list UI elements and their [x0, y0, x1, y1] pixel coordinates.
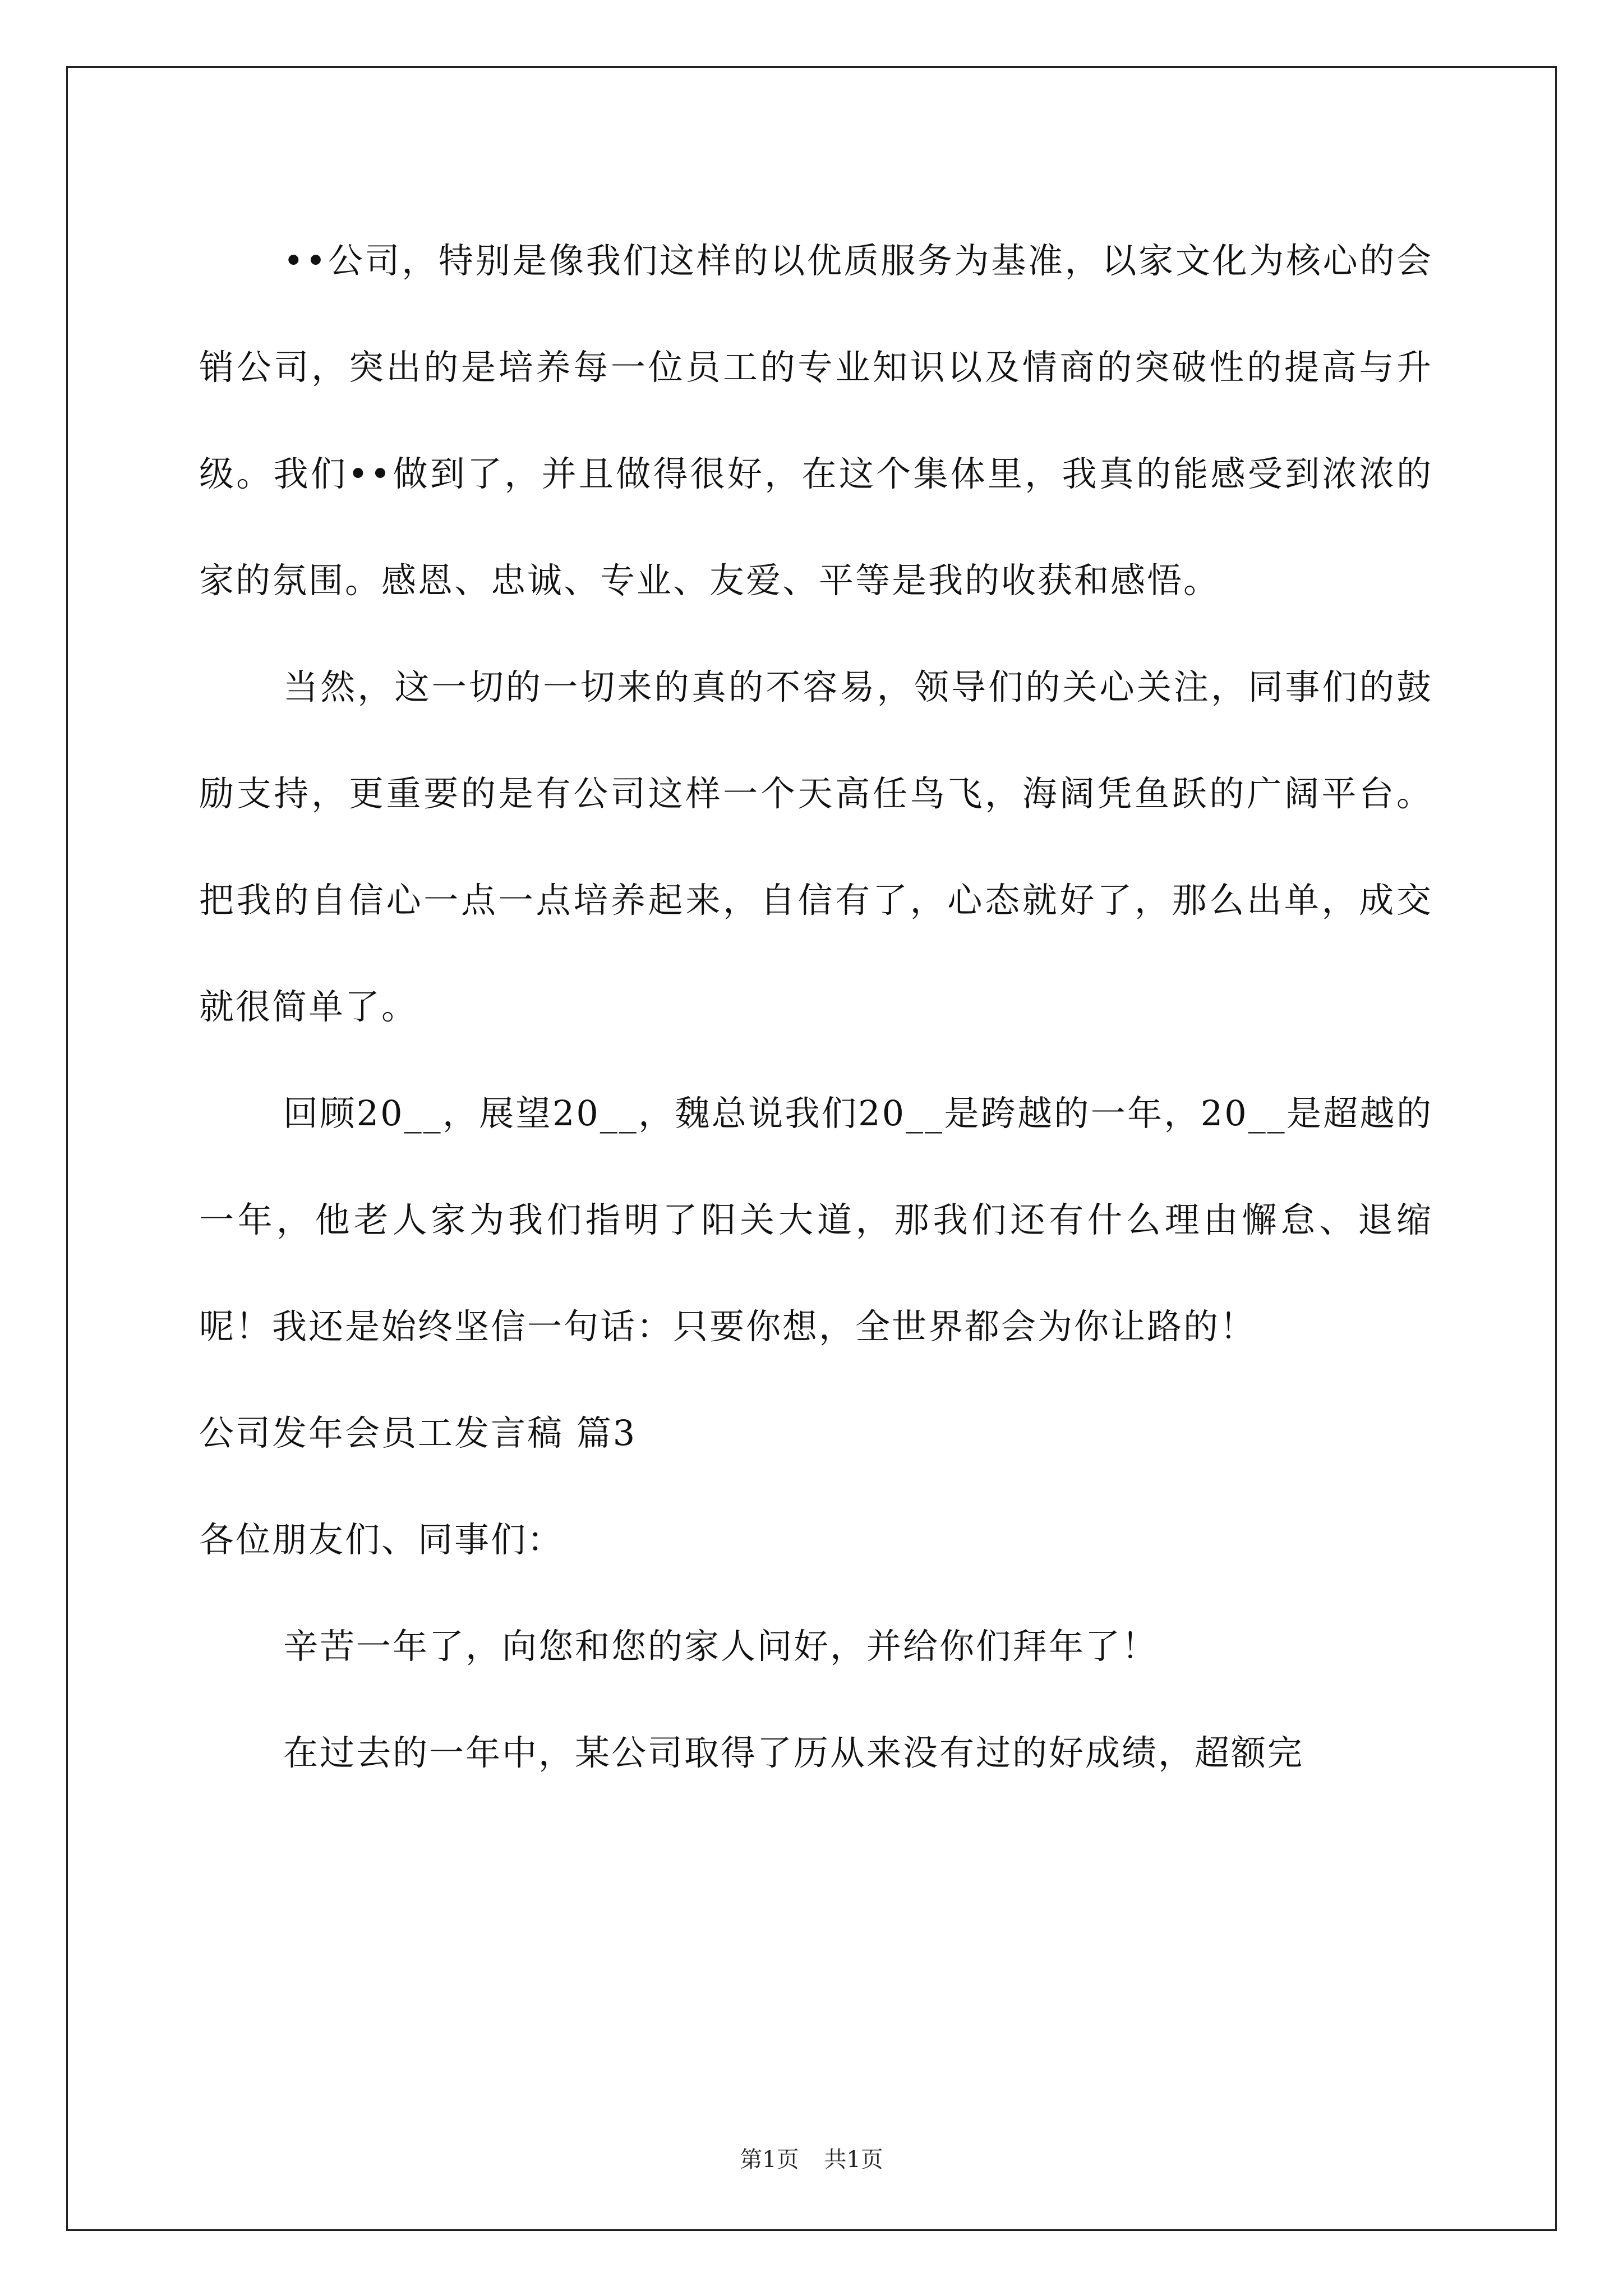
- paragraph: 回顾20__，展望20__，魏总说我们20__是跨越的一年，20__是超越的一年，他老人家为我们指明了阳关大道，那我们还有什么理由懈怠、退缩呢！我还是始终坚信一句话：只要你想，全世界都会为你让路的！: [199, 1093, 1433, 1347]
- salutation: 各位朋友们、同事们：: [199, 1519, 564, 1560]
- section-heading: 公司发年会员工发言稿 篇3: [199, 1412, 637, 1453]
- paragraph: 在过去的一年中，某公司取得了历从来没有过的好成绩，超额完: [283, 1732, 1304, 1773]
- page-number: 第1页: [740, 2147, 799, 2173]
- page-footer: [0, 2142, 1623, 2174]
- page-total: 共1页: [824, 2147, 883, 2173]
- paragraph: 当然，这一切的一切来的真的不容易，领导们的关心关注，同事们的鼓励支持，更重要的是有公司这样一个天高任鸟飞，海阔凭鱼跃的广阔平台。把我的自信心一点一点培养起来，自信有了，心态就好了，那么出单，成交就很简单了。: [199, 666, 1433, 1027]
- paragraph: ••公司，特别是像我们这样的以优质服务为基准，以家文化为核心的会销公司，突出的是培养每一位员工的专业知识以及情商的突破性的提高与升级。我们••做到了，并且做得很好，在这个集体里，我真的能感受到浓浓的家的氛围。感恩、忠诚、专业、友爱、平等是我的收获和感悟。: [199, 240, 1433, 601]
- paragraph: 辛苦一年了，向您和您的家人问好，并给你们拜年了！: [283, 1626, 1159, 1667]
- document-body: [199, 208, 1433, 1806]
